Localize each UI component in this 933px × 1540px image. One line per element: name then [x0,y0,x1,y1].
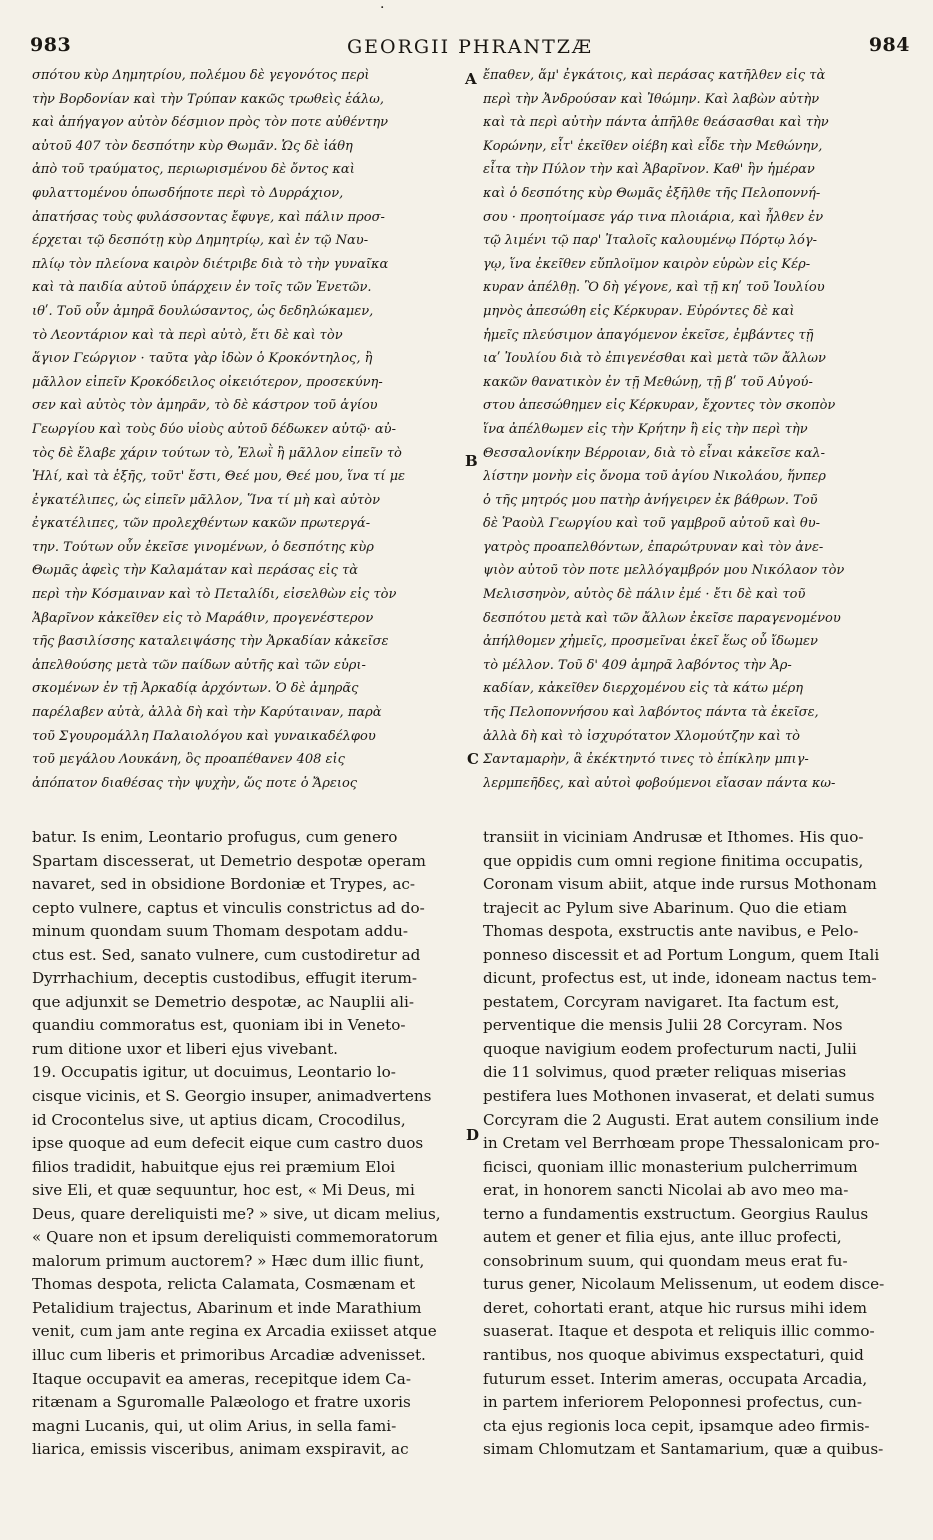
text-line: Deus, quare dereliquisti me? » sive, ut dicam melius, [32,1204,441,1223]
left-page-number: 983 [30,34,72,56]
text-line: περὶ τὴν Κόσμαιναν καὶ τὸ Πεταλίδι, εἰσελθὼν εἰς τὸν [32,587,397,603]
text-line: Θεσσαλονίκην Βέρροιαν, διὰ τὸ εἶναι κἀκεῖσε καλ- [483,445,826,461]
text-line: τοῦ Σγουρομάλλη Παλαιολόγου καὶ γυναικαδέλφου [32,728,376,744]
text-line: ἅγιον Γεώργιον · ταῦτα γὰρ ἰδὼν ὁ Κροκόντηλος, ἢ [32,351,373,367]
text-line: λερμπεῆδες, καὶ αὐτοὶ φοβούμενοι εἴασαν πάντα κω- [483,775,836,791]
latin-text-right-column [483,826,913,1526]
text-line: que oppidis cum omni regione finitima occupatis, [483,851,864,870]
text-line: ἵνα ἀπέλθωμεν εἰς τὴν Κρήτην ἢ εἰς τὴν περὶ τὴν [483,421,808,437]
text-line: rantibus, nos quoque abivimus exspectaturi, quid [483,1346,864,1365]
text-line: in partem inferiorem Peloponnesi profectus, cun- [483,1393,863,1412]
text-line: καὶ τὰ παιδία αὐτοῦ ὑπάρχειν ἐν τοῖς τῶν Ἑνετῶν. [32,280,372,296]
text-line: in Cretam vel Berrhœam prope Thessalonicam pro- [483,1134,880,1153]
text-line: τοῦ μεγάλου Λουκάνη, ὃς προαπέθανεν 408 εἰς [32,752,345,768]
text-line: περὶ τὴν Ἀνδρούσαν καὶ Ἰθώμην. Καὶ λαβὼν αὐτὴν [483,91,820,107]
text-line: perventique die mensis Julii 28 Corcyram. Nos [483,1016,843,1035]
text-line: σεν καὶ αὐτὸς τὸν ἀμηρᾶν, τὸ δὲ κάστρον τοῦ ἁγίου [32,398,378,414]
text-line: παρέλαβεν αὐτὰ, ἀλλὰ δὴ καὶ τὴν Καρύταιναν, παρὰ [32,705,382,721]
text-line: τὸ Λεοντάριον καὶ τὰ περὶ αὐτὸ, ἔτι δὲ καὶ τὸν [32,327,343,343]
text-line: ψιὸν αὐτοῦ τὸν ποτε μελλόγαμβρόν μου Νικόλαον τὸν [483,563,845,579]
text-line: Spartam discesserat, ut Demetrio despotæ operam [32,851,426,870]
text-line: pestifera lues Mothonen invaserat, et delati sumus [483,1087,875,1106]
text-line: ιαʹ Ἰουλίου διὰ τὸ ἐπιγενέσθαι καὶ μετὰ τῶν ἄλλων [483,351,826,367]
text-line: τὸς δὲ ἔλαβε χάριν τούτων τὸ, Ἐλωῒ ἢ μᾶλλον εἰπεῖν τὸ [32,445,402,461]
text-line: terno a fundamentis exstructum. Georgius Raulus [483,1204,869,1223]
latin-text-left-column [32,826,460,1526]
text-line: liarica, emissis visceribus, animam exspiravit, ac [32,1440,409,1459]
text-line: Σανταμαρὴν, ἃ ἐκέκτηντό τινες τὸ ἐπίκλην μπιγ- [483,752,809,768]
margin-marker-b: B [465,452,478,470]
text-line: δεσπότου μετὰ καὶ τῶν ἄλλων ἐκεῖσε παραγενομένου [483,610,841,626]
text-line: δὲ Ῥαοὺλ Γεωργίου καὶ τοῦ γαμβροῦ αὐτοῦ καὶ θυ- [483,516,821,532]
text-line: τὸ μέλλον. Τοῦ δ' 409 ἀμηρᾶ λαβόντος τὴν Ἀρ- [483,657,792,673]
text-line: κακῶν θανατικὸν ἐν τῇ Μεθώνῃ, τῇ βʹ τοῦ Αὐγού- [483,374,813,390]
text-line: αὐτοῦ 407 τὸν δεσπότην κὺρ Θωμᾶν. Ὡς δὲ ἰάθη [32,138,353,154]
page-header [30,30,910,60]
text-line: καὶ ἀπήγαγον αὐτὸν δέσμιον πρὸς τὸν ποτε αὐθέντην [32,115,389,131]
text-line: que adjunxit se Demetrio despotæ, ac Nauplii ali- [32,992,415,1011]
text-line: σκομένων ἐν τῇ Ἀρκαδίᾳ ἀρχόντων. Ὁ δὲ ἀμηρᾶς [32,681,359,697]
text-line: μηνὸς ἀπεσώθη εἰς Κέρκυραν. Εὑρόντες δὲ καὶ [483,303,795,319]
text-line: simam Chlomutzam et Santamarium, quæ a quibus- [483,1440,884,1459]
text-line: pestatem, Corcyram navigaret. Ita factum est, [483,992,840,1011]
text-line: ritænam a Sguromalle Palæologo et fratre uxoris [32,1393,411,1412]
text-line: τῆς Πελοποννήσου καὶ λαβόντος πάντα τὰ ἐκεῖσε, [483,705,819,721]
text-line: cta ejus regionis loca cepit, ipsamque adeo firmis- [483,1416,870,1435]
greek-text-left-column [32,64,460,820]
text-line: trajecit ac Pylum sive Abarinum. Quo die etiam [483,898,847,917]
text-line: ἀπελθούσης μετὰ τῶν παίδων αὐτῆς καὶ τῶν εὑρι- [32,657,366,673]
text-line: γατρὸς προαπελθόντων, ἐπαρώτρυναν καὶ τὸν ἀνε- [483,539,824,555]
text-line: Thomas despota, exstructis ante navibus, e Pelo- [483,922,859,941]
text-line: ponneso discessit et ad Portum Longum, quem Itali [483,945,880,964]
text-line: ἀπόπατον διαθέσας τὴν ψυχὴν, ὥς ποτε ὁ Ἄρειος [32,775,358,791]
text-line: transiit in viciniam Andrusæ et Ithomes. His quo- [483,828,864,846]
text-line: στου ἀπεσώθημεν εἰς Κέρκυραν, ἔχοντες τὸν σκοπὸν [483,398,836,414]
text-line: Coronam visum abiit, atque inde rursus Mothonam [483,875,877,894]
text-line: batur. Is enim, Leontario profugus, cum genero [32,828,398,846]
text-line: φυλαττομένου ὁπωσδήποτε περὶ τὸ Δυρράχιον, [32,185,344,201]
text-line: Ἀβαρῖνον κἀκεῖθεν εἰς τὸ Μαράθιν, προγενέστερον [32,610,374,626]
text-line: ἀπὸ τοῦ τραύματος, περιωρισμένου δὲ ὄντος καὶ [32,162,355,178]
text-line: Thomas despota, relicta Calamata, Cosmænam et [32,1275,416,1294]
text-line: ἀλλὰ δὴ καὶ τὸ ἰσχυρότατον Χλομούτζην καὶ τὸ [483,728,800,744]
top-ornament: · [380,0,385,16]
text-line: die 11 solvimus, quod præter reliquas miserias [483,1063,847,1082]
text-line: id Crocontelus sive, ut aptius dicam, Crocodilus, [32,1110,406,1129]
text-line: καδίαν, κἀκεῖθεν διερχομένου εἰς τὰ κάτω μέρη [483,681,804,697]
text-line: Itaque occupavit ea ameras, recepitque idem Ca- [32,1369,411,1388]
text-line: filios tradidit, habuitque ejus rei præmium Eloi [32,1157,396,1176]
text-line: quoque navigium eodem profecturum nacti, Julii [483,1039,857,1058]
text-line: minum quondam suum Thomam despotam addu- [32,922,408,941]
text-line: ἀπήλθομεν χἠμεῖς, προσμεῖναι ἐκεῖ ἕως οὗ ἴδωμεν [483,634,818,650]
text-line: γῳ, ἵνα ἐκεῖθεν εὔπλοϊμον καιρὸν εὑρὼν εἰς Κέρ- [483,256,811,272]
text-line: ἐγκατέλιπες, ὡς εἰπεῖν μᾶλλον, Ἵνα τί μὴ καὶ αὐτὸν [32,492,380,508]
text-line: Θωμᾶς ἀφεὶς τὴν Καλαμάταν καὶ περάσας εἰς τὰ [32,563,359,579]
text-line: ipse quoque ad eum defecit eique cum castro duos [32,1134,424,1153]
text-line: σου · προητοίμασε γάρ τινα πλοιάρια, καὶ ἦλθεν ἐν [483,209,824,225]
text-line: 19. Occupatis igitur, ut docuimus, Leontario lo- [32,1063,396,1082]
right-page-number: 984 [868,34,910,56]
text-line: illuc cum liberis et primoribus Arcadiæ advenisset. [32,1346,426,1365]
text-line: μᾶλλον εἰπεῖν Κροκόδειλος οἰκειότερον, προσεκύνη- [32,374,383,390]
text-line: έρχεται τῷ δεσπότῃ κὺρ Δημητρίῳ, καὶ ἐν τῷ Ναυ- [32,233,369,249]
running-title: GEORGII PHRANTZÆ [346,36,594,58]
text-line: ἀπατήσας τοὺς φυλάσσοντας ἔφυγε, καὶ πάλιν προσ- [32,209,385,225]
text-line: ιθʹ. Τοῦ οὖν ἀμηρᾶ δουλώσαντος, ὡς δεδηλώκαμεν, [32,303,374,319]
text-line: autem et gener et filia ejus, ante illuc profecti, [483,1228,842,1247]
text-line: ὁ τῆς μητρός μου πατὴρ ἀνήγειρεν ἐκ βάθρων. Τοῦ [483,492,818,508]
text-line: πλίῳ τὸν πλείονα καιρὸν διέτριβε διὰ τὸ τὴν γυναῖκα [32,256,389,272]
text-line: quandiu commoratus est, quoniam ibi in Veneto- [32,1016,406,1035]
text-line: magni Lucanis, qui, ut olim Arius, in sella fami- [32,1416,397,1435]
text-line: Ἠλί, καὶ τὰ ἑξῆς, τοῦτ' ἔστι, Θεέ μου, Θεέ μου, ἵνα τί με [32,469,406,485]
text-line: ἐγκατέλιπες, τῶν προλεχθέντων κακῶν πρωτεργά- [32,516,371,532]
text-line: Corcyram die 2 Augusti. Erat autem consilium inde [483,1110,879,1129]
text-line: καὶ ὁ δεσπότης κὺρ Θωμᾶς ἐξῆλθε τῆς Πελοποννή- [483,185,821,201]
text-line: turus gener, Nicolaum Melissenum, ut eodem disce- [483,1275,885,1294]
text-line: malorum primum auctorem? » Hæc dum illic fiunt, [32,1251,425,1270]
text-line: Γεωργίου καὶ τοὺς δύο υἱοὺς αὐτοῦ δέδωκεν αὐτῷ· αὐ- [32,421,396,437]
text-line: erat, in honorem sancti Nicolai ab avo meo ma- [483,1181,849,1200]
text-line: Petalidium trajectus, Abarinum et inde Marathium [32,1298,422,1317]
text-line: dicunt, profectus est, ut inde, idoneam nactus tem- [483,969,877,988]
text-line: cepto vulnere, captus et vinculis constrictus ad do- [32,898,425,917]
text-line: τῆς βασιλίσσης καταλειψάσης τὴν Ἀρκαδίαν κἀκεῖσε [32,634,389,650]
text-line: Dyrrhachium, deceptis custodibus, effugit iterum- [32,969,418,988]
text-line: consobrinum suum, qui quondam meus erat fu- [483,1251,848,1270]
text-line: sive Eli, et quæ sequuntur, hoc est, « Mi Deus, mi [32,1181,415,1200]
text-line: deret, cohortati erant, atque hic rursus mihi idem [483,1298,867,1317]
text-line: navaret, sed in obsidione Bordoniæ et Trypes, ac- [32,875,416,894]
text-line: σπότου κὺρ Δημητρίου, πολέμου δὲ γεγονότος περὶ [32,68,370,83]
text-line: κυραν ἀπέλθῃ. Ὃ δὴ γέγονε, καὶ τῇ κηʹ τοῦ Ἰουλίου [483,280,825,296]
text-line: την. Τούτων οὖν ἐκεῖσε γινομένων, ὁ δεσπότης κὺρ [32,539,374,555]
greek-text-right-column [483,64,913,820]
text-line: cisque vicinis, et S. Georgio insuper, animadvertens [32,1087,432,1106]
text-line: Μελισσηνὸν, αὐτὸς δὲ πάλιν ἐμέ · ἔτι δὲ καὶ τοῦ [483,587,806,603]
margin-marker-a: A [465,70,477,88]
text-line: Κορώνην, εἶτ' ἐκεῖθεν οἰέβη καὶ εἶδε τὴν Μεθώνην, [483,138,823,154]
text-line: futurum esset. Interim ameras, occupata Arcadia, [483,1369,868,1388]
text-line: τὴν Βορδονίαν καὶ τὴν Τρύπαν κακῶς τρωθεὶς ἑάλω, [32,91,384,107]
text-line: καὶ τὰ περὶ αὐτὴν πάντα ἀπῆλθε θεάσασθαι καὶ τὴν [483,115,829,131]
margin-marker-c: C [467,750,479,768]
text-line: suaserat. Itaque et despota et reliquis illic commo- [483,1322,875,1341]
text-line: τῷ λιμένι τῷ παρ' Ἰταλοῖς καλουμένῳ Πόρτῳ λόγ- [483,233,818,249]
text-line: « Quare non et ipsum dereliquisti commemoratorum [32,1228,438,1247]
text-line: ficisci, quoniam illic monasterium pulcherrimum [483,1157,858,1176]
text-line: rum ditione uxor et liberi ejus vivebant. [32,1039,339,1058]
text-line: ἡμεῖς πλεύσιμον ἀπαγόμενον ἐκεῖσε, ἐμβάντες τῇ [483,327,814,343]
text-line: ctus est. Sed, sanato vulnere, cum custodiretur ad [32,945,421,964]
margin-marker-d: D [466,1126,480,1144]
text-line: λίστην μονὴν εἰς ὄνομα τοῦ ἁγίου Νικολάου, ἥνπερ [483,469,826,485]
text-line: εἶτα τὴν Πύλον τὴν καὶ Ἀβαρῖνον. Καθ' ἣν ἡμέραν [483,162,815,178]
text-line: ἔπαθεν, ἅμ' ἐγκάτοις, καὶ περάσας κατῆλθεν εἰς τὰ [483,68,826,83]
text-line: venit, cum jam ante regina ex Arcadia exiisset atque [32,1322,437,1341]
